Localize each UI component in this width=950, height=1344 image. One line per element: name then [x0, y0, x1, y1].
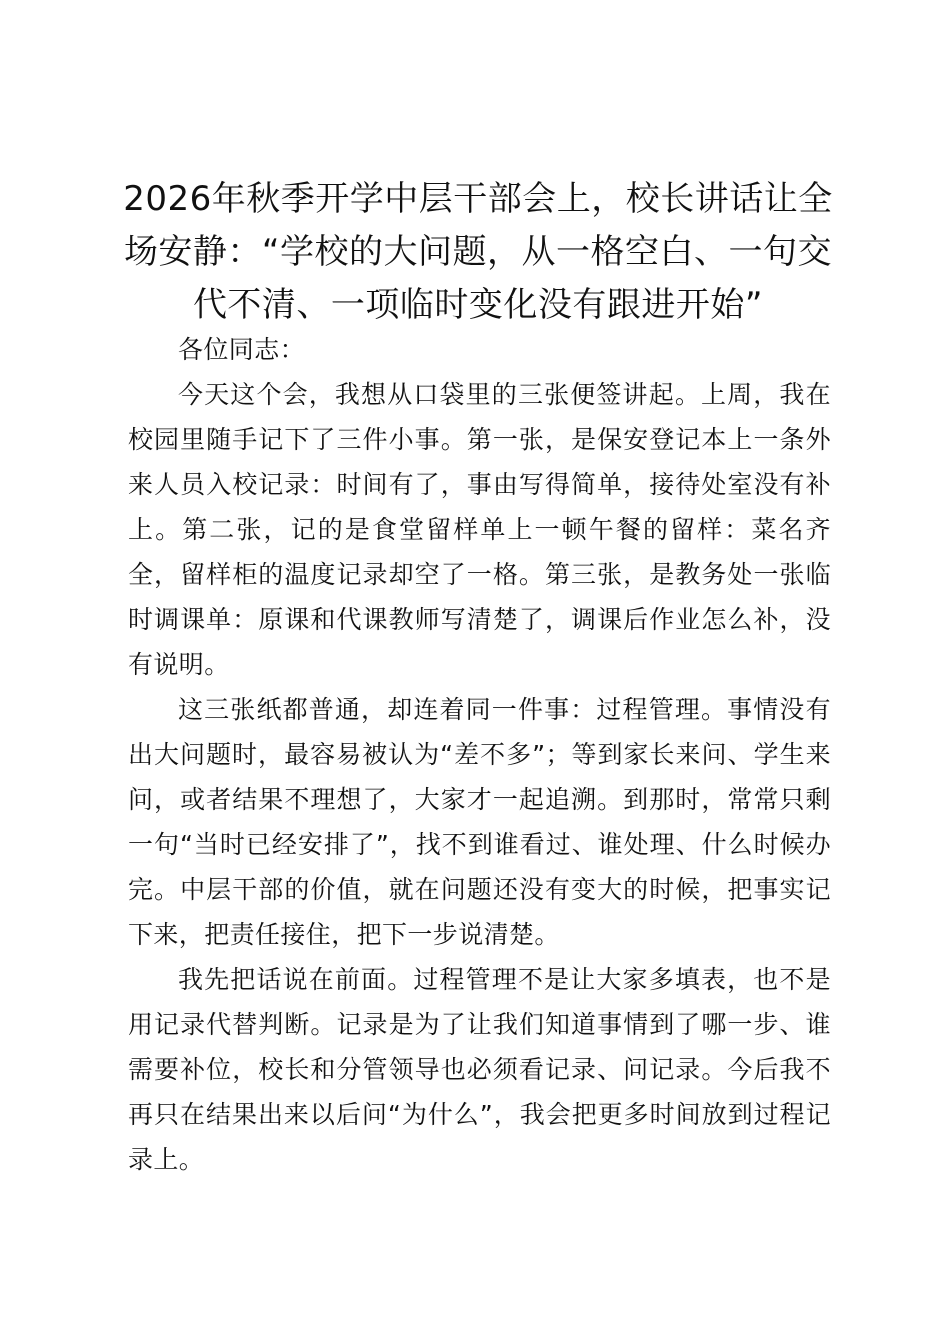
salutation: 各位同志：	[178, 335, 306, 364]
document-body	[128, 327, 831, 1182]
paragraph-1: 今天这个会，我想从口袋里的三张便签讲起。上周，我在校园里随手记下了三件小事。第一张，是保安登记本上一条外来人员入校记录：时间有了，事由写得简单，接待处室没有补上。第二张，记的是食堂留样单上一顿午餐的留样：菜名齐全，留样柜的温度记录却空了一格。第三张，是教务处一张临时调课单：原课和代课教师写清楚了，调课后作业怎么补，没有说明。	[128, 380, 831, 679]
paragraph-3: 我先把话说在前面。过程管理不是让大家多填表，也不是用记录代替判断。记录是为了让我们知道事情到了哪一步、谁需要补位，校长和分管领导也必须看记录、问记录。今后我不再只在结果出来以后问“为什么”，我会把更多时间放到过程记录上。	[128, 965, 831, 1174]
document-title: 2026年秋季开学中层干部会上，校长讲话让全场安静：“学校的大问题，从一格空白、一句交代不清、一项临时变化没有跟进开始”	[123, 179, 833, 325]
paragraph-2: 这三张纸都普通，却连着同一件事：过程管理。事情没有出大问题时，最容易被认为“差不多”；等到家长来问、学生来问，或者结果不理想了，大家才一起追溯。到那时，常常只剩一句“当时已经安排了”，找不到谁看过、谁处理、什么时候办完。中层干部的价值，就在问题还没有变大的时候，把事实记下来，把责任接住，把下一步说清楚。	[128, 695, 831, 949]
